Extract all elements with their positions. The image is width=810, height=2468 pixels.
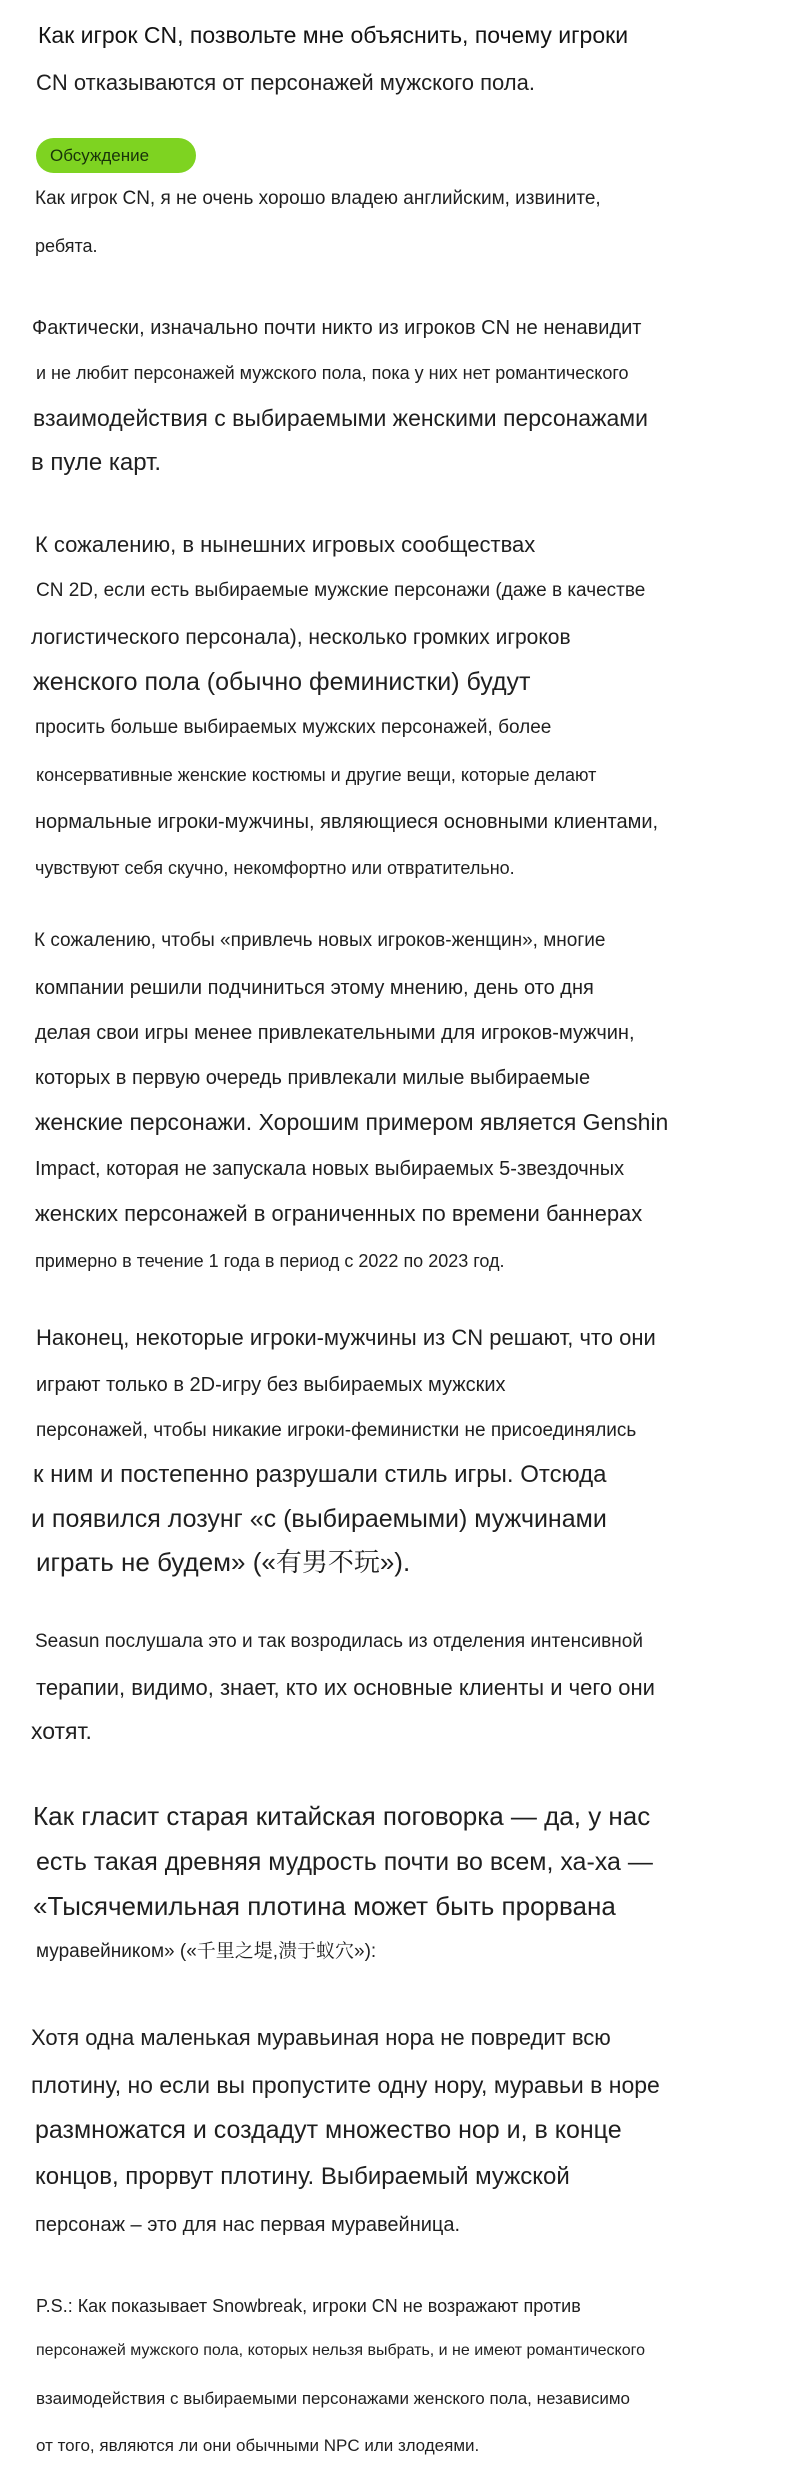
- paragraph-7-line-3: «Тысячемильная плотина может быть прорвана: [33, 1891, 616, 1921]
- paragraph-3-line-5: просить больше выбираемых мужских персонажей, более: [35, 717, 552, 738]
- paragraph-9-line-2: персонажей мужского пола, которых нельзя выбрать, и не имеют романтического: [36, 2342, 645, 2359]
- paragraph-5-line-3: персонажей, чтобы никакие игроки-феминистки не присоединялись: [36, 1420, 637, 1441]
- paragraph-5-line-1: Наконец, некоторые игроки-мужчины из CN решают, что они: [36, 1325, 656, 1350]
- paragraph-2-line-2: и не любит персонажей мужского пола, пока у них нет романтического: [36, 363, 629, 383]
- paragraph-1-line-1: Как игрок CN, я не очень хорошо владею английским, извините,: [35, 188, 601, 209]
- paragraph-8-line-2: плотину, но если вы пропустите одну нору, муравьи в норе: [31, 2072, 660, 2098]
- paragraph-3-line-6: консервативные женские костюмы и другие вещи, которые делают: [36, 765, 597, 785]
- paragraph-9-line-3: взаимодействия с выбираемыми персонажами женского пола, независимо: [36, 2389, 630, 2408]
- paragraph-9-line-1: P.S.: Как показывает Snowbreak, игроки CN не возражают против: [36, 2296, 581, 2316]
- paragraph-4-line-1: К сожалению, чтобы «привлечь новых игроков-женщин», многие: [34, 930, 606, 951]
- paragraph-5-line-2: играют только в 2D-игру без выбираемых мужских: [36, 1374, 506, 1396]
- paragraph-7-line-2: есть такая древняя мудрость почти во всем, ха-ха —: [36, 1848, 653, 1876]
- paragraph-3-line-8: чувствуют себя скучно, некомфортно или отвратительно.: [35, 858, 515, 878]
- paragraph-7-line-4: муравейником» («千里之堤,溃于蚁穴»):: [36, 1941, 377, 1962]
- paragraph-8-line-3: размножатся и создадут множество нор и, в конце: [35, 2116, 622, 2144]
- paragraph-1-line-2: ребята.: [35, 236, 98, 256]
- article-title-line-2: CN отказываются от персонажей мужского пола.: [36, 70, 535, 95]
- paragraph-8-line-4: концов, прорвут плотину. Выбираемый мужской: [35, 2163, 570, 2190]
- discussion-tag[interactable]: Обсуждение: [36, 138, 196, 173]
- paragraph-4-line-3: делая свои игры менее привлекательными для игроков-мужчин,: [35, 1022, 635, 1044]
- paragraph-5-line-4: к ним и постепенно разрушали стиль игры. Отсюда: [33, 1461, 607, 1488]
- paragraph-2-line-1: Фактически, изначально почти никто из игроков CN не ненавидит: [32, 317, 642, 339]
- paragraph-8-line-1: Хотя одна маленькая муравьиная нора не повредит всю: [31, 2025, 611, 2050]
- paragraph-7-line-1: Как гласит старая китайская поговорка — да, у нас: [33, 1801, 651, 1831]
- paragraph-2-line-3: взаимодействия с выбираемыми женскими персонажами: [33, 405, 648, 431]
- paragraph-4-line-5: женские персонажи. Хорошим примером является Genshin: [35, 1109, 669, 1135]
- paragraph-3-line-4: женского пола (обычно феминистки) будут: [33, 668, 531, 696]
- paragraph-4-line-6: Impact, которая не запускала новых выбираемых 5-звездочных: [35, 1158, 625, 1180]
- paragraph-6-line-1: Seasun послушала это и так возродилась из отделения интенсивной: [35, 1631, 643, 1652]
- paragraph-3-line-2: CN 2D, если есть выбираемые мужские персонажи (даже в качестве: [36, 580, 646, 601]
- paragraph-4-line-4: которых в первую очередь привлекали милые выбираемые: [35, 1067, 591, 1089]
- paragraph-5-line-6: играть не будем» («有男不玩»).: [36, 1547, 411, 1577]
- paragraph-4-line-8: примерно в течение 1 года в период с 2022 по 2023 год.: [35, 1251, 505, 1271]
- paragraph-2-line-4: в пуле карт.: [31, 449, 162, 476]
- paragraph-8-line-5: персонаж – это для нас первая муравейница.: [35, 2214, 461, 2236]
- paragraph-3-line-3: логистического персонала), несколько громких игроков: [31, 626, 571, 649]
- paragraph-3-line-7: нормальные игроки-мужчины, являющиеся основными клиентами,: [35, 811, 659, 833]
- article-title-line-1: Как игрок CN, позвольте мне объяснить, почему игроки: [38, 22, 629, 48]
- paragraph-3-line-1: К сожалению, в нынешних игровых сообществах: [35, 532, 536, 557]
- paragraph-6-line-2: терапии, видимо, знает, кто их основные клиенты и чего они: [36, 1675, 655, 1700]
- paragraph-5-line-5: и появился лозунг «с (выбираемыми) мужчинами: [31, 1505, 607, 1533]
- paragraph-6-line-3: хотят.: [31, 1718, 92, 1744]
- paragraph-9-line-4: от того, являются ли они обычными NPC или злодеями.: [36, 2436, 480, 2455]
- paragraph-4-line-2: компании решили подчиниться этому мнению, день ото дня: [35, 977, 594, 999]
- paragraph-4-line-7: женских персонажей в ограниченных по времени баннерах: [35, 1201, 643, 1226]
